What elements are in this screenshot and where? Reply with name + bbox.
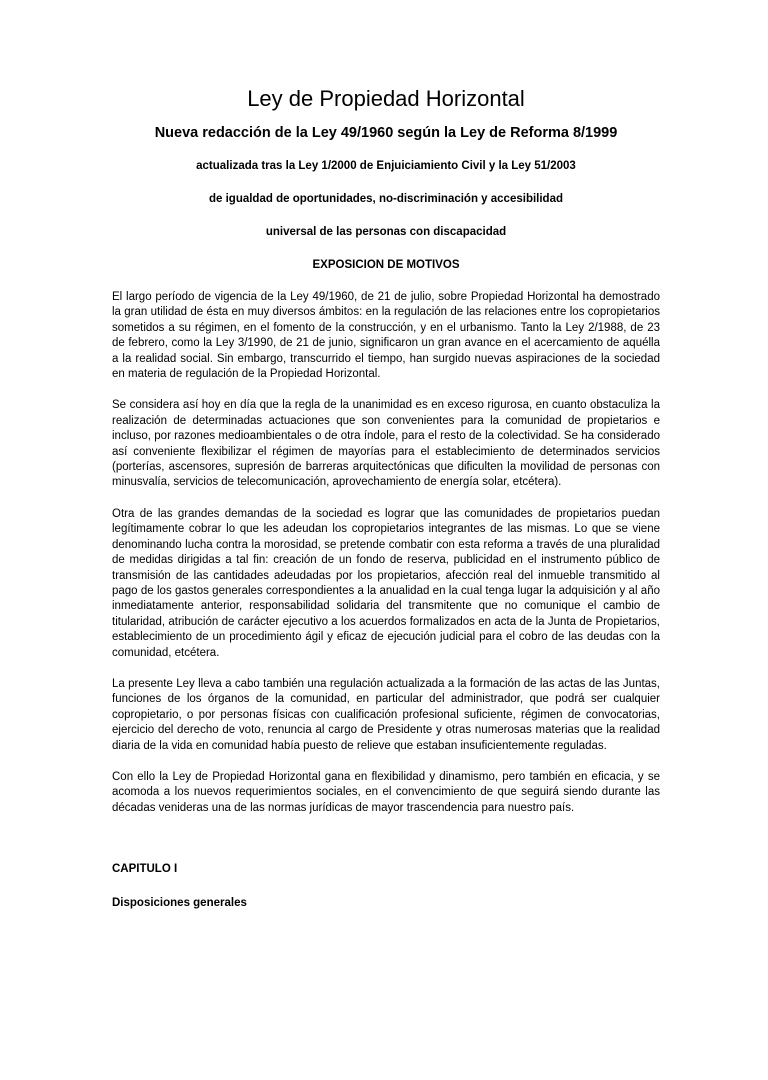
header-line: actualizada tras la Ley 1/2000 de Enjuiciamiento Civil y la Ley 51/2003 <box>196 160 576 172</box>
section-heading: EXPOSICION DE MOTIVOS <box>312 259 460 271</box>
document-subtitle: Nueva redacción de la Ley 49/1960 según la Ley de Reforma 8/1999 <box>154 125 618 141</box>
document-title: Ley de Propiedad Horizontal <box>247 86 525 111</box>
body-paragraph: La presente Ley lleva a cabo también una regulación actualizada a la formación de las actas de las Juntas, funciones de los órganos de la comunidad, en particular del administrador, que podrá ser cualquier copropietario, o por personas físicas con cualificación profesional suficiente, régimen de convocatorias, ejercicio del derecho de voto, renuncia al cargo de Presidente y otras numerosas materias que la realidad diaria de la vida en comunidad había puesto de relieve que estaban insuficientemente reguladas. <box>112 677 660 752</box>
body-paragraph: Con ello la Ley de Propiedad Horizontal gana en flexibilidad y dinamismo, pero también en eficacia, y se acomoda a los nuevos requerimientos sociales, en el convencimiento de que seguirá siendo durante las décadas venideras una de las normas jurídicas de mayor trascendencia para nuestro país. <box>112 770 660 814</box>
header-line: universal de las personas con discapacidad <box>265 226 507 238</box>
header-line: de igualdad de oportunidades, no-discriminación y accesibilidad <box>208 193 563 205</box>
body-paragraph: Se considera así hoy en día que la regla de la unanimidad es en exceso rigurosa, en cuanto obstaculiza la realización de determinadas actuaciones que son convenientes para la comunidad de propietarios e incluso, por razones medioambientales o de otra índole, para el resto de la colectividad. Se ha considerado así conveniente flexibilizar el régimen de mayorías para el establecimiento de determinados servicios (porterías, ascensores, supresión de barreras arquitectónicas que dificulten la movilidad de personas con minusvalía, servicios de telecomunicación, aprovechamiento de energía solar, etcétera). <box>112 399 660 489</box>
body-paragraph: Otra de las grandes demandas de la sociedad es lograr que las comunidades de propietarios puedan legítimamente cobrar lo que les adeudan los copropietarios integrantes de las mismas. Lo que se viene denominando lucha contra la morosidad, se pretende combatir con esta reforma a través de una pluralidad de medidas dirigidas a tal fin: creación de un fondo de reserva, publicidad en el instrumento público de transmisión de las cantidades adeudadas por los propietarios, afección real del inmueble transmitido al pago de los gastos generales correspondientes a la anualidad en la cual tenga lugar la adquisición y al año inmediatamente anterior, responsabilidad solidaria del transmitente que no comunique el cambio de titularidad, atribución de carácter ejecutivo a los acuerdos formalizados en acta de la Junta de Propietarios, establecimiento de un procedimiento ágil y eficaz de ejecución judicial para el cobro de las deudas con la comunidad, etcétera. <box>112 507 660 659</box>
body-paragraph: El largo período de vigencia de la Ley 49/1960, de 21 de julio, sobre Propiedad Horizontal ha demostrado la gran utilidad de ésta en muy diversos ámbitos: en la regulación de las relaciones entre los copropietarios sometidos a su régimen, en el fomento de la construcción, y en el urbanismo. Tanto la Ley 2/1988, de 23 de febrero, como la Ley 3/1990, de 21 de junio, significaron un gran avance en el acercamiento de aquélla a la realidad social. Sin embargo, transcurrido el tiempo, han surgido nuevas aspiraciones de la sociedad en materia de regulación de la Propiedad Horizontal. <box>112 291 660 381</box>
chapter-heading: CAPITULO I <box>112 863 178 876</box>
chapter-subheading: Disposiciones generales <box>112 897 247 910</box>
document-page <box>0 86 768 1080</box>
